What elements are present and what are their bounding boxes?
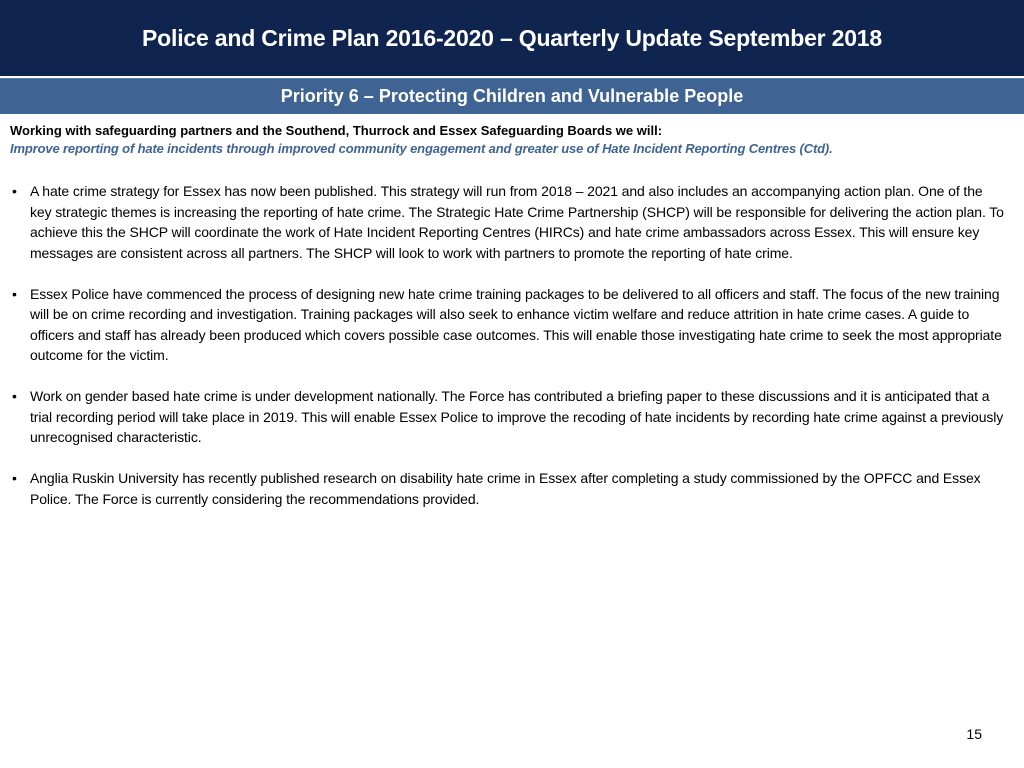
title-bar xyxy=(0,0,1024,76)
intro-objective: Improve reporting of hate incidents through improved community engagement and greater use of Hate Incident Reporting Centres (Ctd). xyxy=(10,141,833,156)
bullet-dot-icon: • xyxy=(12,470,17,486)
list-item xyxy=(10,386,1006,448)
bullet-text: Anglia Ruskin University has recently published research on disability hate crime in Essex after completing a study commissioned by the OPFCC and Essex Police. The Force is currently considering the recommendations provided. xyxy=(30,470,981,507)
bullet-list xyxy=(10,181,1006,530)
intro-lead: Working with safeguarding partners and the Southend, Thurrock and Essex Safeguarding Boards we will: xyxy=(10,123,663,138)
bullet-text: Work on gender based hate crime is under development nationally. The Force has contributed a briefing paper to these discussions and it is anticipated that a trial recording period will take place in 2019. This will enable Essex Police to improve the recoding of hate incidents by recording hate crime against a previously unrecognised characteristic. xyxy=(30,388,1004,445)
page-number: 15 xyxy=(966,726,982,742)
subtitle-bar xyxy=(0,78,1024,114)
list-item xyxy=(10,284,1006,366)
bullet-dot-icon: • xyxy=(12,285,17,302)
list-item xyxy=(10,468,1006,509)
bullet-dot-icon: • xyxy=(12,183,17,199)
list-item xyxy=(10,181,1006,263)
bullet-text: A hate crime strategy for Essex has now been published. This strategy will run from 2018 – 2021 and also includes an accompanying action plan. One of the key strategic themes is increasing the reporting of hate crime. The Strategic Hate Crime Partnership (SHCP) will be responsible for delivering the action plan. To achieve this the SHCP will coordinate the work of Hate Incident Reporting Centres (HIRCs) and hate crime ambassadors across Essex. This will ensure key messages are consistent across all partners. The SHCP will look to work with partners to promote the reporting of hate crime. xyxy=(30,183,1004,261)
page-title: Police and Crime Plan 2016-2020 – Quarterly Update September 2018 xyxy=(142,24,882,51)
intro-block xyxy=(10,122,1014,158)
priority-heading: Priority 6 – Protecting Children and Vulnerable People xyxy=(280,86,744,106)
bullet-text: Essex Police have commenced the process of designing new hate crime training packages to be delivered to all officers and staff. The focus of the new training will be on crime recording and investigation. Training packages will also seek to enhance victim welfare and reduce attrition in hate crime cases. A guide to officers and staff has already been produced which covers possible case outcomes. This will enable those investigating hate crime to seek the most appropriate outcome for the victim. xyxy=(30,285,1002,363)
bullet-dot-icon: • xyxy=(12,388,17,404)
